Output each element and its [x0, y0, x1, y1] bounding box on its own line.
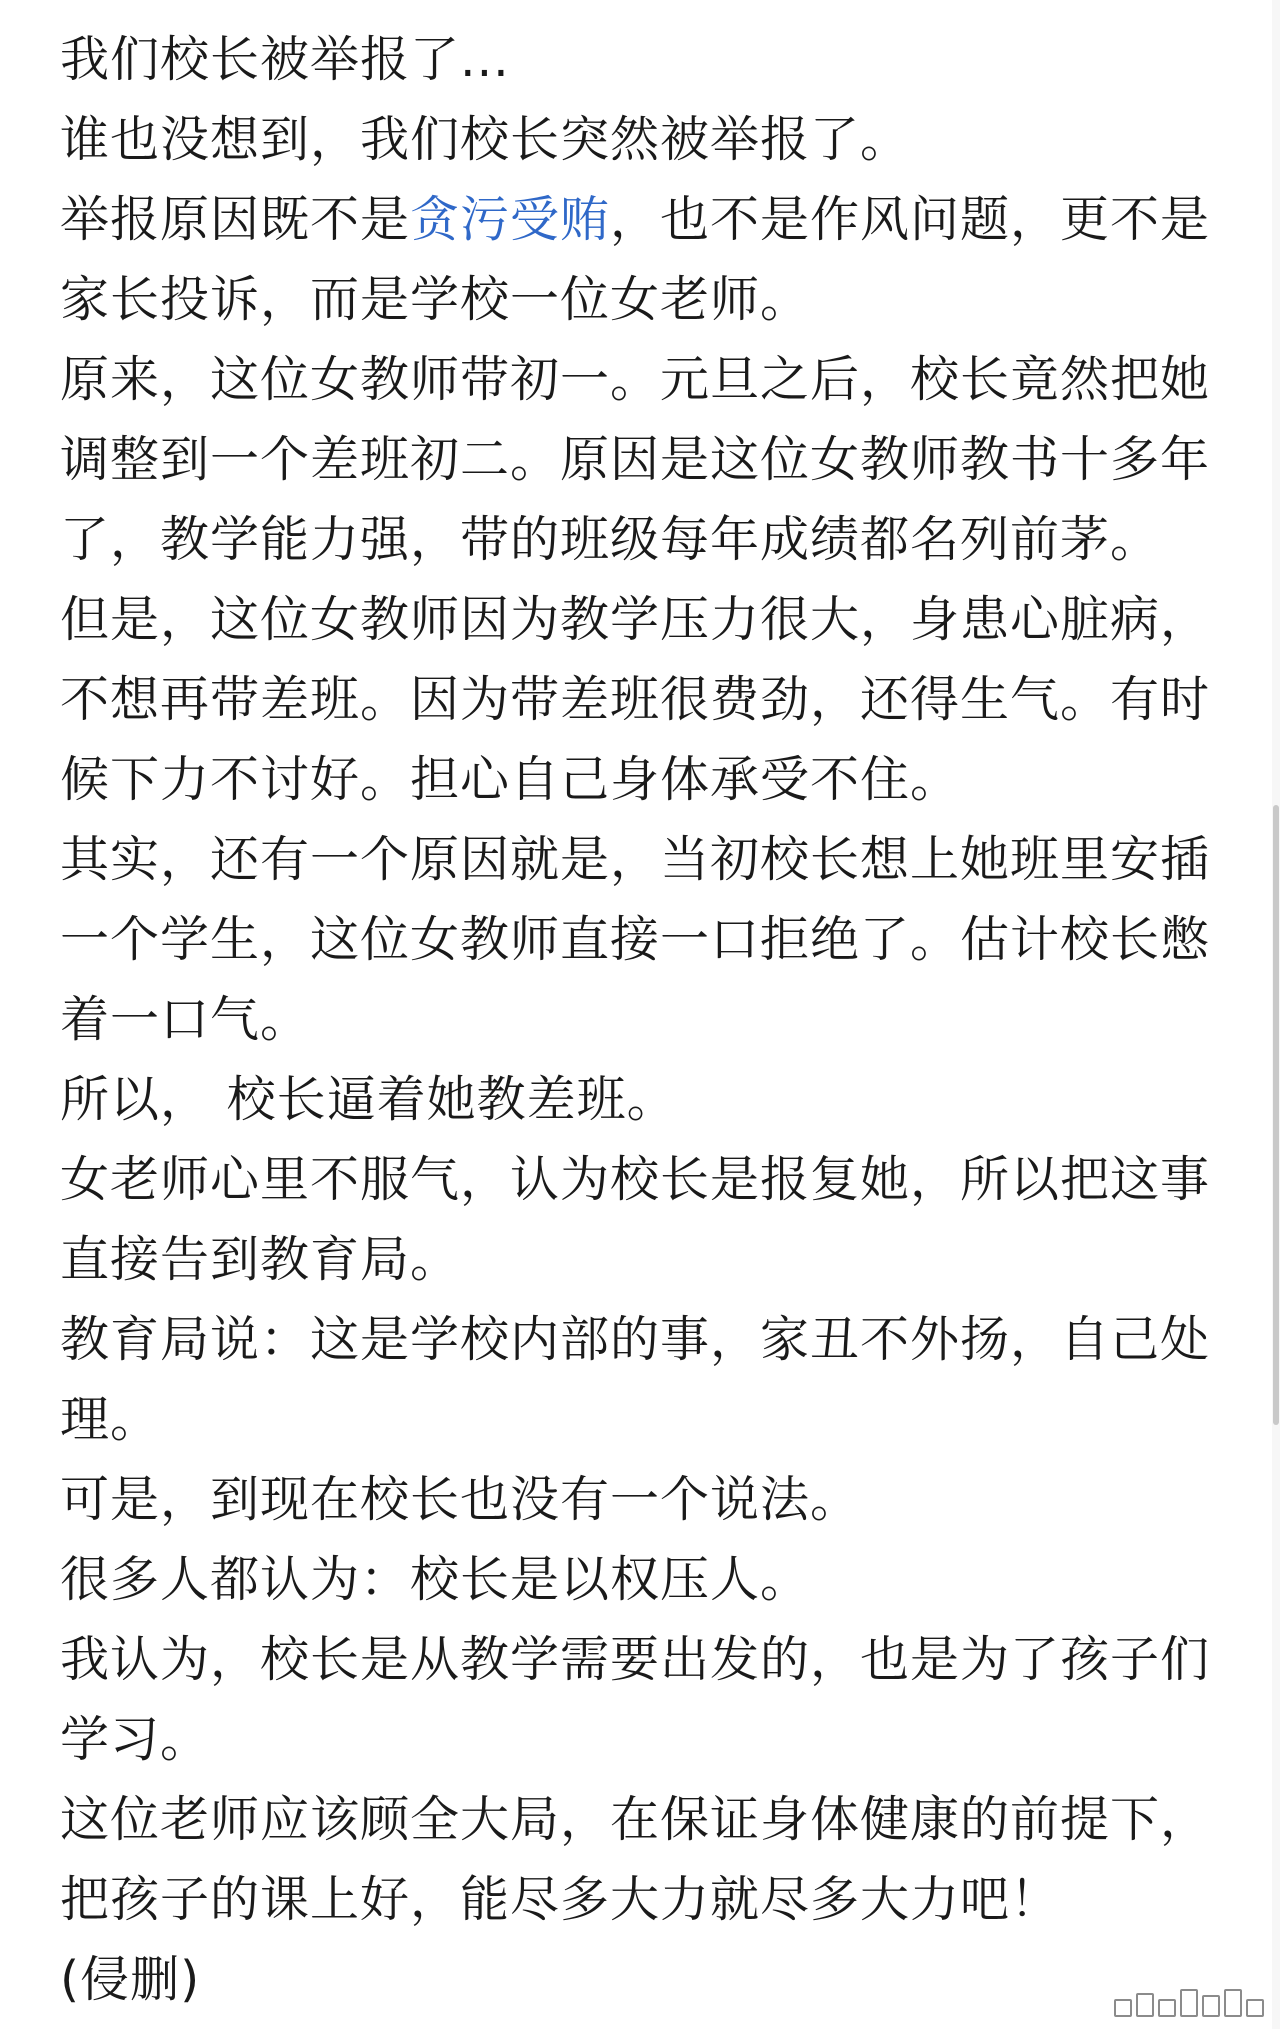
article-text: 但是，这位女教师因为教学压力很大，身患心脏病，	[60, 591, 1211, 648]
scrollbar-thumb[interactable]	[1273, 805, 1279, 1425]
article-line	[60, 1780, 1225, 1860]
article-text: 很多人都认为：校长是以权压人。	[60, 1551, 811, 1608]
article-line	[60, 900, 1225, 980]
article-text: 教育局说：这是学校内部的事，家丑不外扬，自己处	[60, 1311, 1211, 1368]
article-line	[60, 1860, 1225, 1940]
watermark-logo	[1110, 1991, 1264, 2017]
article-text: 了，教学能力强，带的班级每年成绩都名列前茅。	[60, 511, 1161, 568]
article-text: 不想再带差班。因为带差班很费劲，还得生气。有时	[60, 671, 1211, 728]
article-text: 举报原因既不是	[60, 191, 411, 248]
article-text: 把孩子的课上好，能尽多大力就尽多大力吧！	[60, 1871, 1061, 1928]
article-body	[60, 20, 1225, 2020]
article-line	[60, 1940, 1225, 2020]
article-text: 女老师心里不服气，认为校长是报复她，所以把这事	[60, 1151, 1211, 1208]
article-line	[60, 1620, 1225, 1700]
article-text: 着一口气。	[60, 991, 311, 1048]
article-line	[60, 500, 1225, 580]
article-line	[60, 740, 1225, 820]
article-line	[60, 1300, 1225, 1380]
article-line	[60, 820, 1225, 900]
article-line	[60, 420, 1225, 500]
article-line	[60, 660, 1225, 740]
article-line	[60, 180, 1225, 260]
article-text: 候下力不讨好。担心自己身体承受不住。	[60, 751, 961, 808]
article-line	[60, 20, 1225, 100]
article-text: 我认为，校长是从教学需要出发的，也是为了孩子们	[60, 1631, 1211, 1688]
article-text: 学习。	[60, 1711, 211, 1768]
article-text: 调整到一个差班初二。原因是这位女教师教书十多年	[60, 431, 1211, 488]
keyword-link[interactable]: 贪污受贿	[410, 191, 611, 248]
article-line	[60, 1540, 1225, 1620]
article-line	[60, 580, 1225, 660]
article-text: 其实，还有一个原因就是，当初校长想上她班里安插	[60, 831, 1211, 888]
article-line	[60, 1140, 1225, 1220]
article-line	[60, 260, 1225, 340]
article-line	[60, 1460, 1225, 1540]
article-text: 谁也没想到，我们校长突然被举报了。	[60, 111, 911, 168]
article-line	[60, 1220, 1225, 1300]
article-text: ，也不是作风问题，更不是	[610, 191, 1211, 248]
article-line	[60, 100, 1225, 180]
article-line	[60, 1700, 1225, 1780]
article-text: 一个学生，这位女教师直接一口拒绝了。估计校长憋	[60, 911, 1211, 968]
article-text: 原来，这位女教师带初一。元旦之后，校长竟然把她	[60, 351, 1211, 408]
article-text: 这位老师应该顾全大局，在保证身体健康的前提下，	[60, 1791, 1211, 1848]
article-line	[60, 980, 1225, 1060]
article-text: 家长投诉，而是学校一位女老师。	[60, 271, 811, 328]
scrollbar[interactable]	[1272, 0, 1280, 2029]
article-text: 所以， 校长逼着她教差班。	[60, 1071, 677, 1128]
article-text: (侵删)	[60, 1951, 201, 2008]
article-text: 可是，到现在校长也没有一个说法。	[60, 1471, 861, 1528]
article-line	[60, 340, 1225, 420]
article-text: 直接告到教育局。	[60, 1231, 461, 1288]
article-line	[60, 1380, 1225, 1460]
article-text: 理。	[60, 1391, 161, 1448]
article-text: 我们校长被举报了...	[60, 31, 510, 88]
article-line	[60, 1060, 1225, 1140]
